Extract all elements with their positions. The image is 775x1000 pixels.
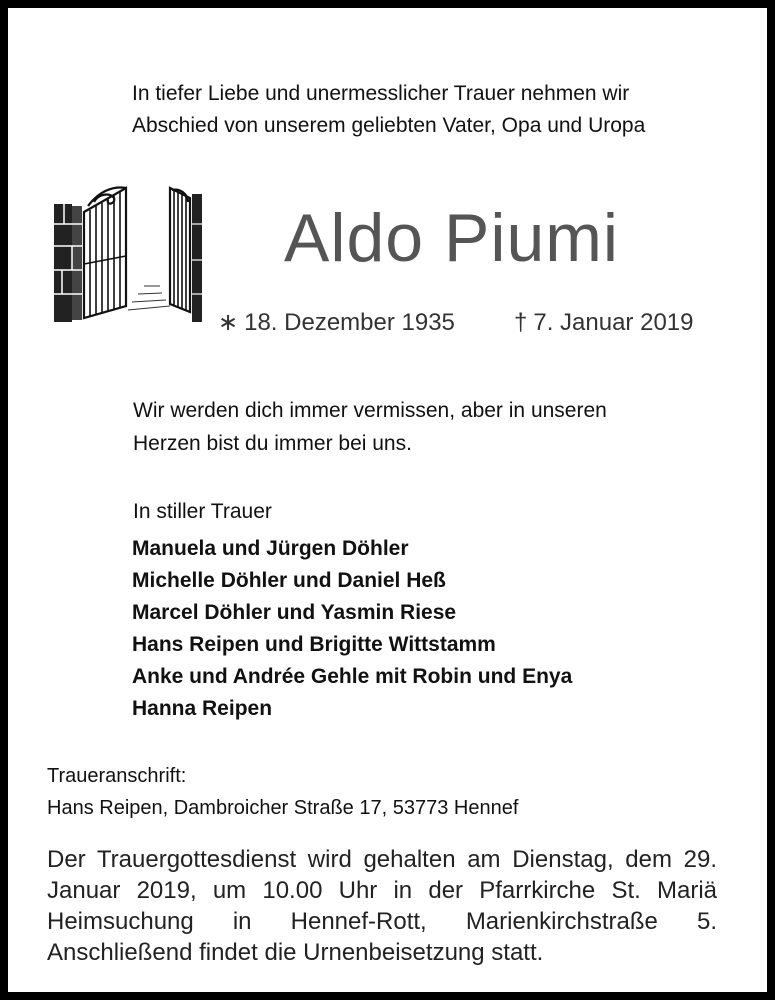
intro-line-2: Abschied von unserem geliebten Vater, Opa und Uropa bbox=[132, 114, 646, 137]
mourners-list bbox=[132, 533, 572, 725]
mourner-name: Michelle Döhler und Daniel Heß bbox=[132, 569, 446, 592]
memorial-quote bbox=[133, 394, 733, 460]
mourning-heading: In stiller Trauer bbox=[133, 500, 272, 523]
mourner-name: Hans Reipen und Brigitte Wittstamm bbox=[132, 633, 496, 656]
death-symbol: † bbox=[514, 309, 528, 336]
mourner-name: Anke und Andrée Gehle mit Robin und Enya bbox=[132, 665, 573, 688]
open-gate-icon bbox=[54, 184, 202, 324]
mourner-name: Manuela und Jürgen Döhler bbox=[132, 537, 409, 560]
mourning-address bbox=[47, 760, 518, 824]
mourner-name: Hanna Reipen bbox=[132, 697, 273, 720]
address-value: Hans Reipen, Dambroicher Straße 17, 53773 Hennef bbox=[47, 797, 519, 819]
mourner-name: Marcel Döhler und Yasmin Riese bbox=[132, 601, 457, 624]
death-date-text: 7. Januar 2019 bbox=[533, 309, 694, 336]
birth-date bbox=[218, 308, 455, 338]
birth-symbol: ∗ bbox=[218, 309, 239, 336]
quote-line-2: Herzen bist du immer bei uns. bbox=[133, 432, 412, 455]
service-notice: Der Trauergottesdienst wird gehalten am Dienstag, dem 29. Januar 2019, um 10.00 Uhr in der Pfarrkirche St. Mariä Heimsuchung in Hennef-Rott, Marienkirchstraße 5. Anschließend findet die Urnenbeisetzung statt. bbox=[47, 846, 717, 966]
birth-date-text: 18. Dezember 1935 bbox=[244, 309, 455, 336]
death-date bbox=[514, 308, 693, 338]
intro-text bbox=[132, 78, 732, 142]
intro-line-1: In tiefer Liebe und unermesslicher Trauer nehmen wir bbox=[132, 82, 630, 105]
deceased-name: Aldo Piumi bbox=[284, 200, 620, 276]
quote-line-1: Wir werden dich immer vermissen, aber in unseren bbox=[133, 399, 607, 422]
address-label: Traueranschrift: bbox=[47, 765, 187, 787]
